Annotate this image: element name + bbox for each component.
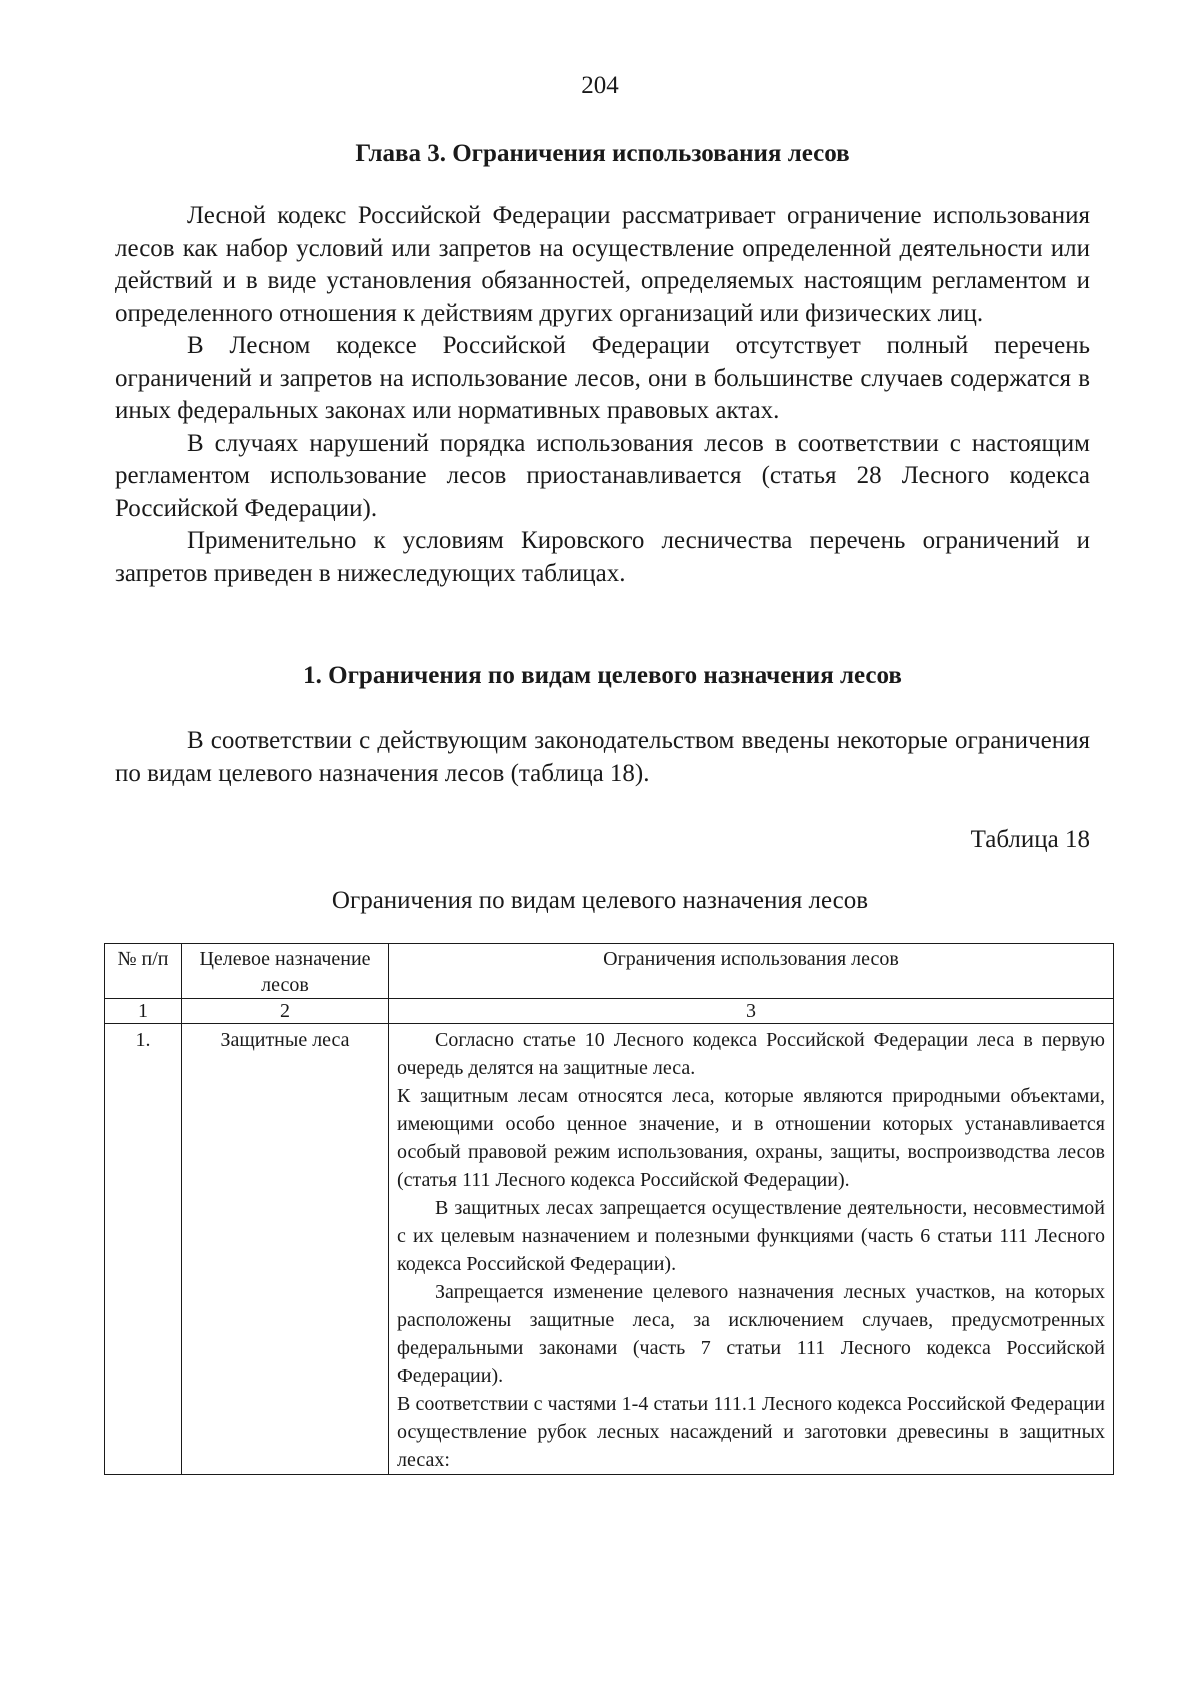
restriction-paragraph: В соответствии с частями 1-4 статьи 111.1 Лесного кодекса Российской Федерации осуществление рубок лесных насаждений и заготовки древесины в защитных лесах: [397, 1393, 1105, 1471]
column-number: 2 [182, 999, 389, 1024]
section-title: 1. Ограничения по видам целевого назначения лесов [303, 662, 902, 689]
chapter-title: Глава 3. Ограничения использования лесов [355, 140, 850, 167]
page-number: 204 [581, 72, 619, 99]
paragraph: В соответствии с действующим законодательством введены некоторые ограничения по видам целевого назначения лесов (таблица 18). [115, 727, 1090, 787]
table-row [105, 1024, 1114, 1475]
row-restrictions [389, 1024, 1114, 1475]
intro-text [115, 200, 1090, 590]
row-purpose: Защитные леса [182, 1024, 389, 1475]
paragraph: Применительно к условиям Кировского лесничества перечень ограничений и запретов приведен в нижеследующих таблицах. [115, 527, 1090, 587]
header-restrictions: Ограничения использования лесов [389, 944, 1114, 999]
column-number: 1 [105, 999, 182, 1024]
restrictions-table [104, 943, 1114, 1475]
header-purpose: Целевое назначение лесов [182, 944, 389, 999]
paragraph: В Лесном кодексе Российской Федерации отсутствует полный перечень ограничений и запретов на использование лесов, они в большинстве случаев содержатся в иных федеральных законах или нормативных правовых актах. [115, 332, 1090, 424]
restriction-paragraph: Согласно статье 10 Лесного кодекса Российской Федерации леса в первую очередь делятся на защитные леса. [397, 1029, 1105, 1079]
restriction-paragraph: Запрещается изменение целевого назначения лесных участков, на которых расположены защитные леса, за исключением случаев, предусмотренных федеральными законами (часть 7 статьи 111 Лесного кодекса Российской Федерации). [397, 1281, 1105, 1387]
row-number: 1. [105, 1024, 182, 1475]
column-number-row [105, 999, 1114, 1024]
table-label: Таблица 18 [970, 826, 1090, 853]
restriction-paragraph: В защитных лесах запрещается осуществление деятельности, несовместимой с их целевым назначением и полезными функциями (часть 6 статьи 111 Лесного кодекса Российской Федерации). [397, 1197, 1105, 1275]
header-number: № п/п [105, 944, 182, 999]
restriction-paragraph: К защитным лесам относятся леса, которые являются природными объектами, имеющими особо ценное значение, и в отношении которых устанавливается особый правовой режим использования, охраны, защиты, воспроизводства лесов (статья 111 Лесного кодекса Российской Федерации). [397, 1085, 1105, 1191]
column-number: 3 [389, 999, 1114, 1024]
paragraph: В случаях нарушений порядка использования лесов в соответствии с настоящим регламентом использование лесов приостанавливается (статья 28 Лесного кодекса Российской Федерации). [115, 429, 1090, 522]
table-header-row [105, 944, 1114, 999]
paragraph: Лесной кодекс Российской Федерации рассматривает ограничение использования лесов как набор условий или запретов на осуществление определенной деятельности или действий и в виде установления обязанностей, определяемых настоящим регламентом и определенного отношения к действиям других организаций или физических лиц. [115, 202, 1090, 327]
section-text [115, 725, 1090, 790]
table-caption: Ограничения по видам целевого назначения лесов [331, 887, 869, 914]
